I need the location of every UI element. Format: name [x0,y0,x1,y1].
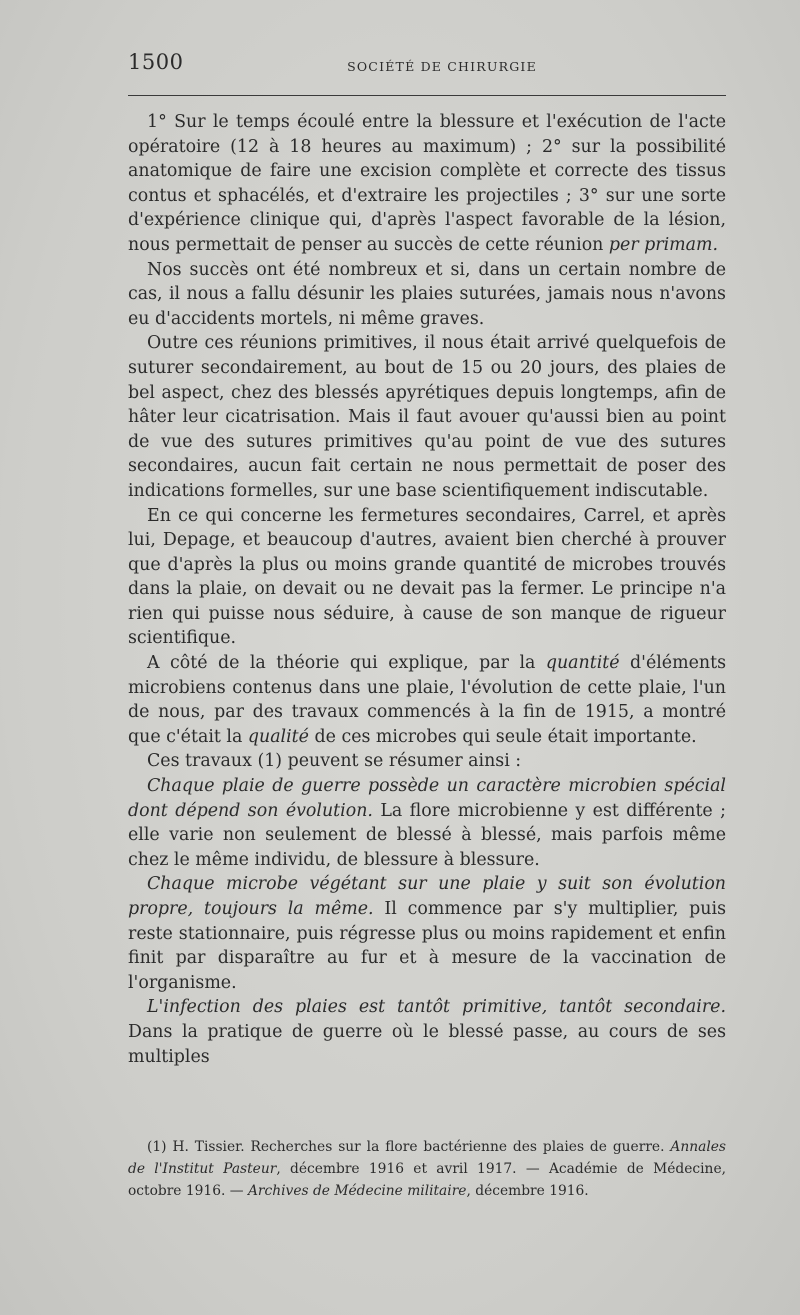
italic-text: quantité [545,653,620,674]
text-run: de ces microbes qui seule était importante. [308,726,697,747]
italic-text: Annales de l'Institut Pasteur [128,1139,726,1177]
text-run: 1° Sur le temps écoulé entre la blessure et l'exécution de l'acte opératoire (12 à 18 heures au maximum) ; 2° sur la possibilité anatomique de faire une excision complète et correcte des tissus contus et sphacélés, et d'extraire les projectiles ; 3° sur une sorte d'expérience clinique qui, d'après l'aspect favorable de la lésion, nous permettait de penser au succès de cette réunion [128,112,726,255]
footnote-text [128,1136,726,1202]
text-run: d'éléments microbiens contenus dans une plaie, l'évolution de cette plaie, l'un de nous, par des travaux commencés à la fin de 1915, a montré que c'était la [128,653,726,747]
text-run: , décembre 1916. [466,1183,589,1199]
italic-text: Chaque plaie de guerre possède un caractère microbien spécial dont dépend son évolution. [128,776,726,821]
text-run: (1) H. Tissier. Recherches sur la flore bactérienne des plaies de guerre. [147,1139,671,1155]
running-title: SOCIÉTÉ DE CHIRURGIE [347,59,537,74]
text-run: La flore microbienne y est différente ; elle varie non seulement de blessé à blessé, mais parfois même chez le même individu, de blessure à blessure. [128,800,727,870]
italic-text: Archives de Médecine militaire [247,1183,467,1199]
text-run: Outre ces réunions primitives, il nous était arrivé quelquefois de suturer secondairement, au bout de 15 ou 20 jours, des plaies de bel aspect, chez des blessés apyrétiques depuis longtemps, afin de hâter leur cicatrisation. Mais il faut avouer qu'aussi bien au point de vue des sutures primitives qu'au point de vue des sutures secondaires, aucun fait certain ne nous permettait de poser des indications formelles, sur une base scientifiquement indiscutable. [128,333,726,501]
page-header [128,50,726,78]
paragraph [128,774,726,872]
text-run: Nos succès ont été nombreux et si, dans un certain nombre de cas, il nous a fallu désunir les plaies suturées, jamais nous n'avons eu d'accidents mortels, ni même graves. [128,259,726,329]
paragraph [128,504,726,652]
text-run: A côté de la théorie qui explique, par la [147,653,546,674]
text-run: En ce qui concerne les fermetures secondaires, Carrel, et après lui, Depage, et beaucoup d'autres, avaient bien cherché à prouver que d'après la plus ou moins grande quantité de microbes trouvés dans la plaie, on devait ou ne devait pas la fermer. Le principe n'a rien qui puisse nous séduire, à cause de son manque de rigueur scientifique. [128,505,726,649]
header-rule [128,95,726,96]
paragraph [128,331,726,503]
text-run: Ces travaux (1) peuvent se résumer ainsi : [147,751,522,772]
paragraph [128,872,726,995]
text-run: Dans la pratique de guerre où le blessé passe, au cours de ses multiples [128,1021,726,1067]
italic-text: qualité [247,726,309,747]
page-number: 1500 [128,50,184,74]
paragraph [128,258,726,332]
body-text [128,110,726,1069]
paragraph [128,110,726,258]
paragraph [128,749,726,774]
footnote [128,1136,726,1202]
paragraph [128,995,726,1069]
italic-text: per primam. [608,234,719,255]
text-run: Il commence par s'y multiplier, puis reste stationnaire, puis régresse plus ou moins rapidement et enfin finit par disparaître au fur et à mesure de la vaccination de l'organisme. [128,899,726,993]
italic-text: L'infection des plaies est tantôt primitive, tantôt secondaire. [147,997,726,1018]
paragraph [128,651,726,749]
italic-text: Chaque microbe végétant sur une plaie y suit son évolution propre, toujours la même. [128,874,726,919]
text-run: , décembre 1916 et avril 1917. — Académie de Médecine, octobre 1916. — [128,1161,726,1199]
